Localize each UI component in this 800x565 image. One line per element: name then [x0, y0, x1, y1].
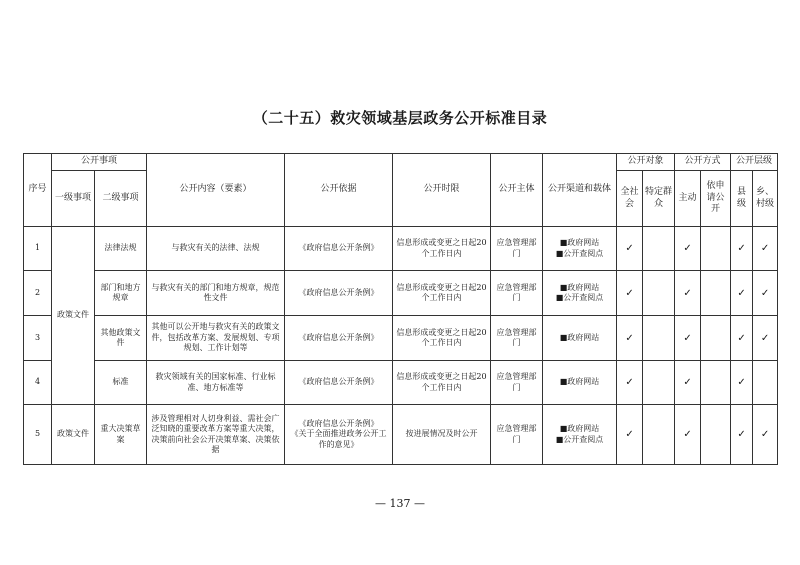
channel-item: ■政府网站 [559, 377, 600, 387]
content-cell: 涉及管理相对人切身利益、需社会广泛知晓的重要改革方案等重大决策，决策前向社会公开决策草案、决策依据 [147, 405, 285, 465]
subject-cell: 应急管理部门 [491, 271, 543, 316]
target-specific-check [643, 227, 675, 271]
channel-item: ■公开查阅点 [555, 248, 604, 258]
header-level2: 二级事项 [95, 171, 147, 227]
content-cell: 与救灾有关的法律、法规 [147, 227, 285, 271]
basis-cell: 《政府信息公开条例》 [285, 316, 393, 361]
channel-cell [543, 361, 617, 405]
level-county-check: ✓ [731, 316, 753, 361]
method-apply-check [701, 271, 731, 316]
level-town-check [753, 361, 778, 405]
method-active-check: ✓ [675, 271, 701, 316]
level2-item: 其他政策文件 [95, 316, 147, 361]
time-limit-cell: 信息形成或变更之日起20个工作日内 [393, 316, 491, 361]
target-all-check: ✓ [617, 316, 643, 361]
header-method-group: 公开方式 [675, 154, 731, 171]
level2-item: 标准 [95, 361, 147, 405]
header-level1: 一级事项 [52, 171, 95, 227]
time-limit-cell: 信息形成或变更之日起20个工作日内 [393, 227, 491, 271]
header-method-apply: 依申请公开 [701, 171, 731, 227]
target-all-check: ✓ [617, 227, 643, 271]
time-limit-cell: 按进展情况及时公开 [393, 405, 491, 465]
method-apply-check [701, 316, 731, 361]
level-county-check: ✓ [731, 361, 753, 405]
method-active-check: ✓ [675, 227, 701, 271]
channel-item: ■政府网站 [559, 282, 600, 292]
header-content: 公开内容（要素） [147, 154, 285, 227]
channel-cell [543, 405, 617, 465]
basis-cell: 《政府信息公开条例》 [285, 227, 393, 271]
content-cell: 与救灾有关的部门和地方规章，规范性文件 [147, 271, 285, 316]
content-cell: 救灾领域有关的国家标准、行业标准、地方标准等 [147, 361, 285, 405]
header-target-group: 公开对象 [617, 154, 675, 171]
basis-cell: 《政府信息公开条例》 [285, 361, 393, 405]
method-active-check: ✓ [675, 405, 701, 465]
channel-item: ■政府网站 [559, 424, 600, 434]
time-limit-cell: 信息形成或变更之日起20个工作日内 [393, 361, 491, 405]
header-target-all: 全社会 [617, 171, 643, 227]
level1-item: 政策文件 [52, 405, 95, 465]
basis-item: 《政府信息公开条例》 [298, 418, 379, 428]
table-row [24, 227, 778, 271]
header-target-specific: 特定群众 [643, 171, 675, 227]
target-specific-check [643, 405, 675, 465]
target-specific-check [643, 361, 675, 405]
header-seq: 序号 [24, 154, 52, 227]
basis-cell: 《政府信息公开条例》 [285, 271, 393, 316]
subject-cell: 应急管理部门 [491, 361, 543, 405]
target-all-check: ✓ [617, 405, 643, 465]
level-county-check: ✓ [731, 405, 753, 465]
row-seq: 2 [24, 271, 52, 316]
header-channel: 公开渠道和载体 [543, 154, 617, 227]
row-seq: 5 [24, 405, 52, 465]
header-items-group: 公开事项 [52, 154, 147, 171]
header-time-limit: 公开时限 [393, 154, 491, 227]
table-row [24, 361, 778, 405]
row-seq: 1 [24, 227, 52, 271]
row-seq: 3 [24, 316, 52, 361]
level-county-check: ✓ [731, 271, 753, 316]
method-apply-check [701, 361, 731, 405]
standard-catalog-table [23, 153, 778, 465]
target-specific-check [643, 316, 675, 361]
channel-item: ■政府网站 [559, 332, 600, 342]
header-basis: 公开依据 [285, 154, 393, 227]
level-town-check: ✓ [753, 316, 778, 361]
level-county-check: ✓ [731, 227, 753, 271]
target-all-check: ✓ [617, 271, 643, 316]
channel-cell [543, 227, 617, 271]
header-level-town: 乡、村级 [753, 171, 778, 227]
subject-cell: 应急管理部门 [491, 227, 543, 271]
level-town-check: ✓ [753, 405, 778, 465]
method-apply-check [701, 227, 731, 271]
level2-item: 法律法规 [95, 227, 147, 271]
header-subject: 公开主体 [491, 154, 543, 227]
row-seq: 4 [24, 361, 52, 405]
level1-item: 政策文件 [52, 227, 95, 405]
level2-item: 部门和地方规章 [95, 271, 147, 316]
page-title: （二十五）救灾领域基层政务公开标准目录 [252, 109, 548, 127]
header-method-active: 主动 [675, 171, 701, 227]
target-specific-check [643, 271, 675, 316]
method-apply-check [701, 405, 731, 465]
table-row [24, 271, 778, 316]
subject-cell: 应急管理部门 [491, 405, 543, 465]
channel-cell [543, 271, 617, 316]
page-number: — 137 — [375, 497, 425, 510]
target-all-check: ✓ [617, 361, 643, 405]
header-level-county: 县级 [731, 171, 753, 227]
channel-cell [543, 316, 617, 361]
level-town-check: ✓ [753, 271, 778, 316]
basis-cell [285, 405, 393, 465]
table-row [24, 405, 778, 465]
table-row [24, 316, 778, 361]
level-town-check: ✓ [753, 227, 778, 271]
method-active-check: ✓ [675, 361, 701, 405]
method-active-check: ✓ [675, 316, 701, 361]
basis-item: 《关于全面推进政务公开工作的意见》 [290, 429, 387, 449]
channel-item: ■公开查阅点 [555, 434, 604, 444]
level2-item: 重大决策草案 [95, 405, 147, 465]
channel-item: ■公开查阅点 [555, 293, 604, 302]
channel-item: ■政府网站 [559, 238, 600, 248]
content-cell: 其他可以公开地与救灾有关的政策文件，包括改革方案、发展规划、专项规划、工作计划等 [147, 316, 285, 361]
subject-cell: 应急管理部门 [491, 316, 543, 361]
header-level-group: 公开层级 [731, 154, 778, 171]
time-limit-cell: 信息形成或变更之日起20个工作日内 [393, 271, 491, 316]
